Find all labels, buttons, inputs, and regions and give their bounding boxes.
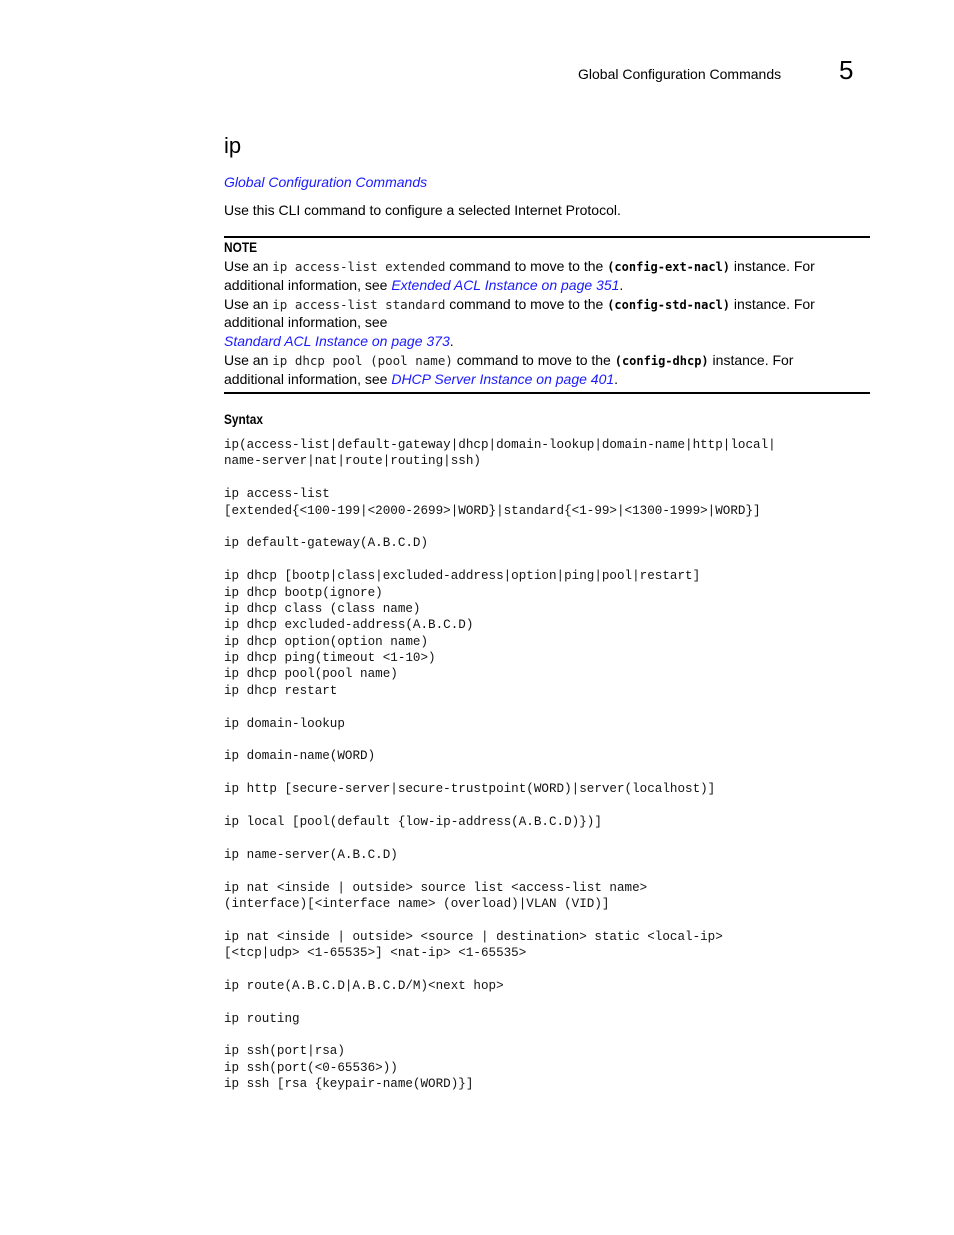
note-text: Use an: [224, 352, 273, 368]
syntax-line: [224, 519, 776, 535]
syntax-line: ip dhcp bootp(ignore): [224, 585, 383, 600]
note-p1-line2: [224, 277, 623, 293]
syntax-line: ip route(A.B.C.D|A.B.C.D/M)<next hop>: [224, 978, 504, 993]
syntax-line: ip dhcp class (class name): [224, 601, 421, 616]
command-title: ip: [224, 133, 242, 158]
syntax-line: (interface)[<interface name> (overload)|VLAN (VID)]: [224, 896, 610, 911]
syntax-line: ip domain-name(WORD): [224, 749, 376, 764]
note-bottom-rule: [224, 392, 870, 394]
syntax-line: ip dhcp excluded-address(A.B.C.D): [224, 618, 474, 633]
note-p3-line2: [224, 371, 618, 387]
breadcrumb-link[interactable]: Global Configuration Commands: [224, 174, 428, 190]
syntax-line: [224, 830, 776, 846]
note-command: ip dhcp pool (pool name): [272, 353, 453, 368]
syntax-line: ip http [secure-server|secure-trustpoint(WORD)|server(localhost)]: [224, 782, 716, 797]
note-text: Use an: [224, 258, 273, 274]
note-p3-line1: [224, 352, 793, 368]
syntax-line: ip routing: [224, 1011, 300, 1026]
note-instance: (config-std-nacl): [607, 298, 731, 312]
syntax-line: [224, 552, 776, 568]
note-text: instance. For: [730, 258, 815, 274]
note-text: additional information, see: [224, 277, 392, 293]
note-text: command to move to the: [445, 258, 608, 274]
syntax-line: ip dhcp pool(pool name): [224, 667, 398, 682]
syntax-line: ip dhcp [bootp|class|excluded-address|option|ping|pool|restart]: [224, 569, 701, 584]
syntax-line: [224, 912, 776, 928]
syntax-line: ip dhcp restart: [224, 683, 338, 698]
note-text: additional information, see: [224, 371, 392, 387]
syntax-line: [224, 1027, 776, 1043]
syntax-line: ip domain-lookup: [224, 716, 345, 731]
syntax-line: ip local [pool(default {low-ip-address(A.B.C.D)})]: [224, 814, 602, 829]
note-text: instance. For: [730, 296, 815, 312]
syntax-line: [224, 732, 776, 748]
syntax-line: [224, 470, 776, 486]
syntax-code-block: [224, 437, 776, 1093]
running-header-title: Global Configuration Commands: [578, 66, 782, 82]
syntax-line: [224, 863, 776, 879]
syntax-heading: Syntax: [224, 412, 263, 427]
syntax-line: [224, 798, 776, 814]
note-p2-line3: [224, 333, 454, 349]
syntax-line: ip ssh [rsa {keypair-name(WORD)}]: [224, 1077, 474, 1092]
note-text: .: [449, 333, 454, 349]
note-heading: NOTE: [224, 240, 258, 255]
note-instance: (config-dhcp): [614, 354, 709, 368]
syntax-line: ip nat <inside | outside> <source | destination> static <local-ip>: [224, 929, 723, 944]
dhcp-server-link[interactable]: DHCP Server Instance on page 401: [391, 371, 615, 387]
syntax-line: ip dhcp ping(timeout <1-10>): [224, 651, 436, 666]
syntax-line: [224, 765, 776, 781]
extended-acl-link[interactable]: Extended ACL Instance on page 351: [391, 277, 620, 293]
note-command: ip access-list extended: [272, 259, 446, 274]
standard-acl-link[interactable]: Standard ACL Instance on page 373: [224, 333, 450, 349]
syntax-line: [extended{<100-199|<2000-2699>|WORD}|standard{<1-99>|<1300-1999>|WORD}]: [224, 503, 761, 518]
syntax-line: ip ssh(port(<0-65536>)): [224, 1060, 398, 1075]
note-p2-line2: additional information, see: [224, 314, 388, 330]
syntax-line: ip nat <inside | outside> source list <access-list name>: [224, 880, 648, 895]
note-p2-line1: [224, 296, 815, 312]
note-text: Use an: [224, 296, 273, 312]
note-text: command to move to the: [445, 296, 608, 312]
syntax-line: name-server|nat|route|routing|ssh): [224, 454, 481, 469]
note-p1-line1: [224, 258, 815, 274]
syntax-line: ip name-server(A.B.C.D): [224, 847, 398, 862]
note-text: instance. For: [708, 352, 794, 368]
syntax-line: [224, 962, 776, 978]
note-text: .: [619, 277, 624, 293]
syntax-line: [224, 994, 776, 1010]
note-text: .: [614, 371, 619, 387]
note-top-rule: [224, 236, 870, 238]
syntax-line: ip(access-list|default-gateway|dhcp|domain-lookup|domain-name|http|local|: [224, 438, 776, 452]
note-text: command to move to the: [452, 352, 615, 368]
syntax-line: ip ssh(port|rsa): [224, 1044, 345, 1059]
note-instance: (config-ext-nacl): [607, 260, 731, 274]
syntax-line: ip default-gateway(A.B.C.D): [224, 536, 429, 551]
syntax-line: ip dhcp option(option name): [224, 634, 429, 649]
chapter-number: 5: [839, 55, 854, 85]
syntax-line: ip access-list: [224, 487, 330, 502]
syntax-line: [<tcp|udp> <1-65535>] <nat-ip> <1-65535>: [224, 946, 527, 961]
syntax-line: [224, 699, 776, 715]
note-command: ip access-list standard: [272, 297, 446, 312]
command-description: Use this CLI command to configure a selected Internet Protocol.: [224, 202, 621, 218]
